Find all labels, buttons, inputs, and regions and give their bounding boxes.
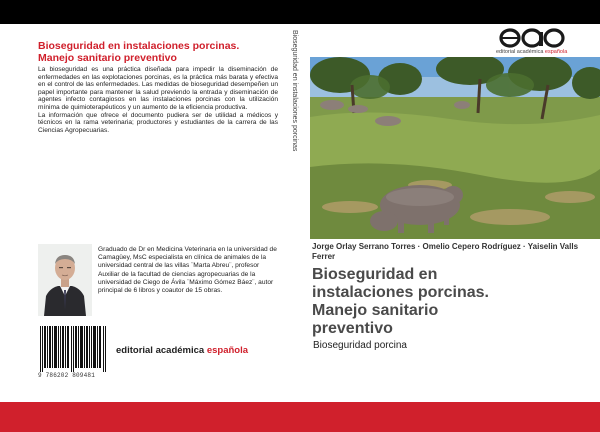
author-photo [38,244,92,316]
front-title [312,266,596,338]
front-title-line1: Bioseguridad en [312,266,438,283]
cover-photo [310,57,600,239]
front-publisher-name [496,49,567,55]
pigs-in-field-image [310,57,600,239]
back-title [38,40,278,64]
barcode-icon [38,326,108,372]
author-bio: Graduado de Dr en Medicina Veterinaria en la universidad de Camagüey, MsC especialista en clínica de animales de la universidad central de las villas ¨Marta Abreu¨, profesor Auxiliar de la facultad de ciencias agropecuarias de la universidad de Ciego de Ávila ¨Máximo Gómez Báez¨, autor principal de 6 libros y coautor de 15 obras. [98,246,277,295]
blurb-paragraph-1: La bioseguridad es una práctica diseñada para impedir la diseminación de enfermedades en las explotaciones porcinas, es la práctica más barata y efectiva en el control de las enfermedades. Las medidas de bioseguridad desempeñen un papel importante para mantener la salud previendo la entrada y diseminación de agentes infecto contagiosos en las instalaciones porcinas con la utilización mínima de quimioterapéuticos y un aumento de la eficiencia productiva. [38,66,278,111]
front-title-line2: instalaciones porcinas. [312,284,489,301]
blurb-paragraph-2: La información que ofrece el documento pudiera ser de utilidad a médicos y técnicos en la rama veterinaria; productores y estudiantes de la carrera de las Ciencias Agropecuarias. [38,111,278,134]
back-title-line2: Manejo sanitario preventivo [38,52,177,64]
back-publisher-accent: española [206,345,249,356]
back-publisher-main: editorial académica [116,345,207,356]
author-portrait-icon [38,244,92,316]
back-publisher-name [116,345,248,356]
front-authors: Jorge Orlay Serrano Torres · Omelio Cepero Rodríguez · Yaiselin Valls Ferrer [312,242,579,261]
front-publisher-main: editorial académica [496,49,545,55]
back-title-line1: Bioseguridad en instalaciones porcinas. [38,40,240,52]
bottom-band [0,402,600,432]
front-title-line4: preventivo [312,320,393,337]
front-subtitle: Bioseguridad porcina [313,340,407,351]
front-publisher-accent: española [544,49,568,55]
front-title-line3: Manejo sanitario [312,302,439,319]
spine-title: Bioseguridad en instalaciones porcinas [291,30,298,152]
top-band [0,0,600,24]
isbn-barcode [38,326,108,382]
back-blurb [38,66,278,134]
isbn-number: 9 786202 809481 [38,372,96,379]
